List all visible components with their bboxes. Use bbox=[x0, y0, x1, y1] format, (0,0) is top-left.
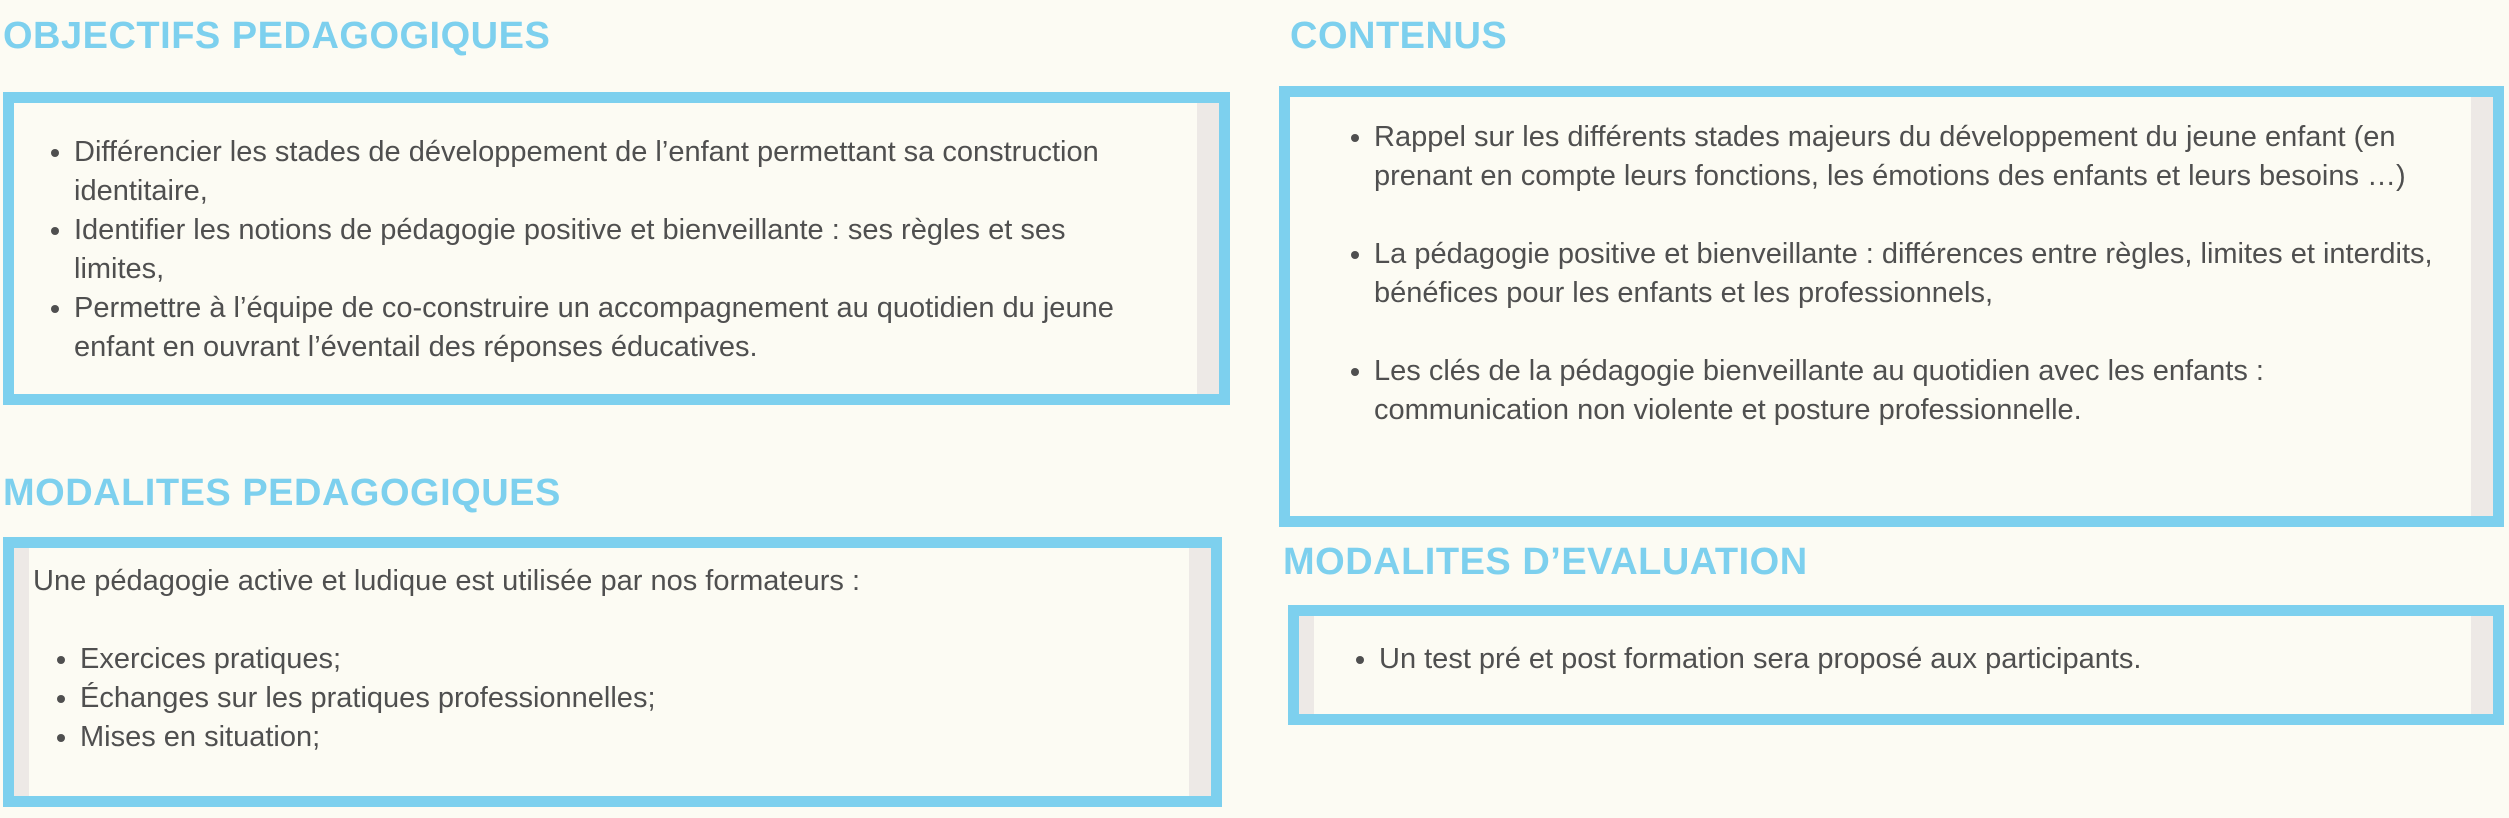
objectifs-item: • Différencier les stades de développement de l’enfant permettant sa construction identitaire, bbox=[74, 133, 1124, 211]
modalites-pedagogiques-intro: Une pédagogie active et ludique est utilisée par nos formateurs : bbox=[33, 565, 860, 597]
modalites-pedagogiques-item: • Mises en situation; bbox=[80, 718, 1211, 757]
objectifs-box bbox=[3, 92, 1230, 405]
objectifs-title: OBJECTIFS PEDAGOGIQUES bbox=[3, 15, 551, 57]
contenus-item: • Rappel sur les différents stades majeurs du développement du jeune enfant (en prenant en compte leurs fonctions, les émotions des enfants et leurs besoins …) bbox=[1374, 118, 2453, 196]
contenus-item: • La pédagogie positive et bienveillante : différences entre règles, limites et interdits, bénéfices pour les enfants et les professionnels, bbox=[1374, 235, 2453, 313]
objectifs-item: • Identifier les notions de pédagogie positive et bienveillante : ses règles et ses limites, bbox=[74, 211, 1124, 289]
objectifs-list bbox=[14, 133, 1219, 367]
contenus-content bbox=[1290, 118, 2493, 430]
objectifs-content bbox=[14, 133, 1219, 367]
modalites-pedagogiques-list bbox=[14, 640, 1211, 757]
contenus-list bbox=[1290, 118, 2493, 430]
modalites-pedagogiques-title: MODALITES PEDAGOGIQUES bbox=[3, 472, 561, 514]
modalites-evaluation-box bbox=[1288, 605, 2504, 725]
modalites-pedagogiques-box bbox=[3, 537, 1222, 807]
modalites-pedagogiques-content bbox=[14, 562, 1211, 757]
contenus-title: CONTENUS bbox=[1290, 15, 1508, 57]
modalites-pedagogiques-item: • Exercices pratiques; bbox=[80, 640, 1211, 679]
modalites-evaluation-list bbox=[1299, 640, 2493, 679]
contenus-box bbox=[1279, 86, 2504, 527]
modalites-evaluation-content bbox=[1299, 640, 2493, 679]
modalites-evaluation-title: MODALITES D’EVALUATION bbox=[1283, 541, 1808, 583]
modalites-pedagogiques-item: • Échanges sur les pratiques professionnelles; bbox=[80, 679, 1211, 718]
modalites-evaluation-item: • Un test pré et post formation sera proposé aux participants. bbox=[1379, 640, 2493, 679]
contenus-item: • Les clés de la pédagogie bienveillante au quotidien avec les enfants : communication non violente et posture professionnelle. bbox=[1374, 352, 2453, 430]
objectifs-item: • Permettre à l’équipe de co-construire un accompagnement au quotidien du jeune enfant en ouvrant l’éventail des réponses éducatives. bbox=[74, 289, 1124, 367]
